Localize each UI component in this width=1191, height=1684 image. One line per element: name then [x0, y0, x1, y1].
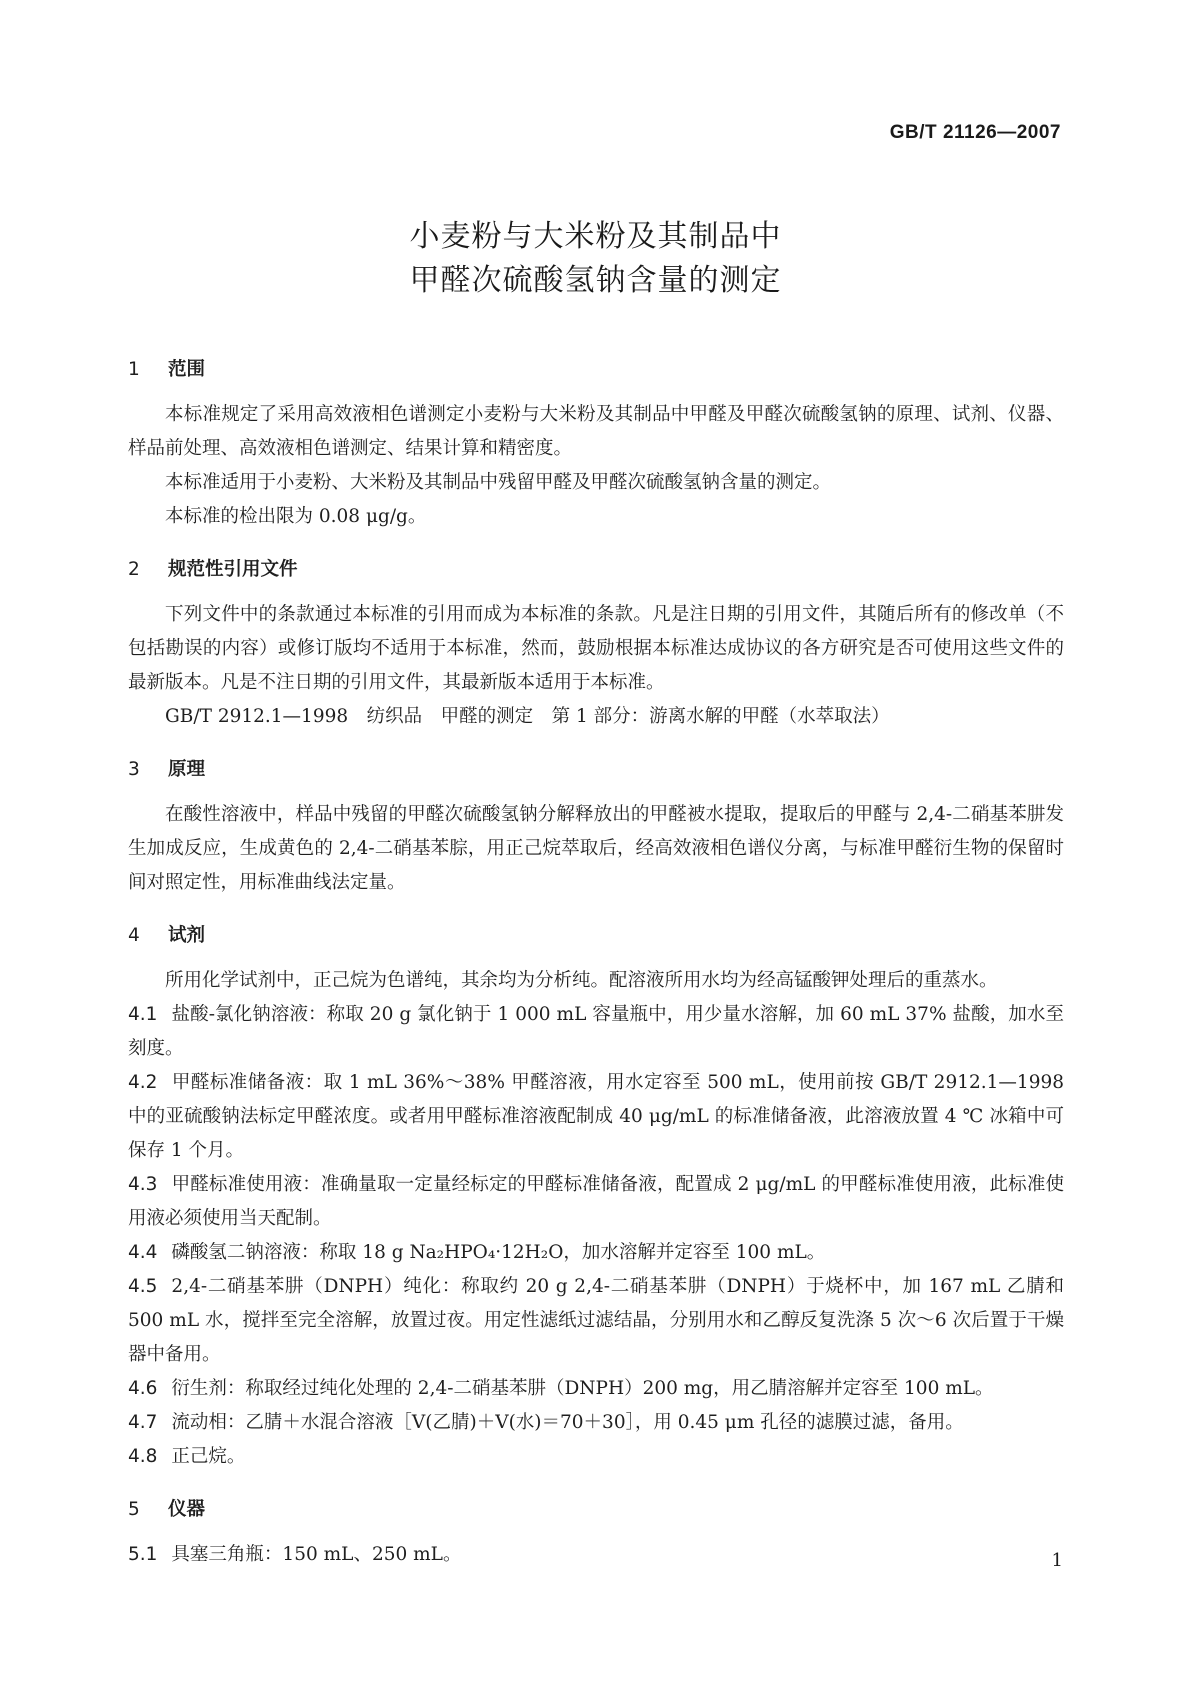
title-line-2: 甲醛次硫酸氢钠含量的测定 [409, 263, 782, 298]
section-heading-reagents [128, 922, 1064, 950]
document-body [128, 356, 1064, 1572]
clause-item [128, 1066, 1064, 1168]
section-number: 5 [128, 1499, 140, 1520]
paragraph: 本标准的检出限为 0.08 μg/g。 [165, 506, 427, 527]
paragraph: 本标准适用于小麦粉、大米粉及其制品中残留甲醛及甲醛次硫酸氢钠含量的测定。 [165, 472, 832, 493]
clause-text: 2,4-二硝基苯肼（DNPH）纯化：称取约 20 g 2,4-二硝基苯肼（DNPH）于烧杯中，加 167 mL 乙腈和 500 mL 水，搅拌至完全溶解，放置过夜。用定性滤纸过滤结晶，分别用水和乙醇反复洗涤 5 次～6 次后置于干燥器中备用。 [128, 1276, 1064, 1365]
section-title: 试剂 [168, 925, 206, 946]
clause-number: 4.8 [128, 1446, 158, 1467]
clause-text: 甲醛标准使用液：准确量取一定量经标定的甲醛标准储备液，配置成 2 μg/mL 的甲醛标准使用液，此标准使用液必须使用当天配制。 [128, 1174, 1064, 1229]
section-heading-principle [128, 756, 1064, 784]
page-number: 1 [1051, 1550, 1063, 1571]
clause-text: 磷酸氢二钠溶液：称取 18 g Na₂HPO₄·12H₂O，加水溶解并定容至 100 mL。 [171, 1242, 826, 1263]
paragraph: 本标准规定了采用高效液相色谱测定小麦粉与大米粉及其制品中甲醛及甲醛次硫酸氢钠的原理、试剂、仪器、样品前处理、高效液相色谱测定、结果计算和精密度。 [128, 404, 1064, 459]
paragraph: 所用化学试剂中，正己烷为色谱纯，其余均为分析纯。配溶液所用水均为经高锰酸钾处理后的重蒸水。 [165, 970, 998, 991]
section-title: 范围 [168, 359, 206, 380]
clause-text: 具塞三角瓶：150 mL、250 mL。 [171, 1544, 462, 1565]
section-number: 2 [128, 559, 140, 580]
clause-text: 盐酸-氯化钠溶液：称取 20 g 氯化钠于 1 000 mL 容量瓶中，用少量水溶解，加 60 mL 37% 盐酸，加水至刻度。 [128, 1004, 1064, 1059]
clause-number: 4.2 [128, 1072, 158, 1093]
section-heading-scope [128, 356, 1064, 384]
clause-number: 5.1 [128, 1544, 158, 1565]
clause-number: 4.6 [128, 1378, 158, 1399]
section-title: 原理 [168, 759, 206, 780]
paragraph: 在酸性溶液中，样品中残留的甲醛次硫酸氢钠分解释放出的甲醛被水提取，提取后的甲醛与 2,4-二硝基苯肼发生加成反应，生成黄色的 2,4-二硝基苯腙，用正己烷萃取后，经高效液相色谱仪分离，与标准甲醛衍生物的保留时间对照定性，用标准曲线法定量。 [128, 804, 1064, 893]
clause-number: 4.1 [128, 1004, 158, 1025]
clause-item [128, 1236, 1064, 1270]
title-line-1: 小麦粉与大米粉及其制品中 [409, 219, 782, 254]
clause-item [128, 1270, 1064, 1372]
clause-text: 甲醛标准储备液：取 1 mL 36%～38% 甲醛溶液，用水定容至 500 mL，使用前按 GB/T 2912.1—1998 中的亚硫酸钠法标定甲醛浓度。或者用甲醛标准溶液配制成 40 μg/mL 的标准储备液，此溶液放置 4 ℃ 冰箱中可保存 1 个月。 [128, 1072, 1064, 1161]
reference-entry: GB/T 2912.1—1998 纺织品 甲醛的测定 第 1 部分：游离水解的甲醛（水萃取法） [165, 706, 890, 727]
section-number: 4 [128, 925, 140, 946]
section-title: 仪器 [168, 1499, 206, 1520]
clause-item [128, 1406, 1064, 1440]
section-number: 3 [128, 759, 140, 780]
clause-text: 衍生剂：称取经过纯化处理的 2,4-二硝基苯肼（DNPH）200 mg，用乙腈溶解并定容至 100 mL。 [171, 1378, 994, 1399]
document-title [0, 215, 1191, 303]
section-heading-apparatus [128, 1496, 1064, 1524]
section-number: 1 [128, 359, 140, 380]
clause-number: 4.5 [128, 1276, 158, 1297]
section-heading-normative-references [128, 556, 1064, 584]
clause-item [128, 1168, 1064, 1236]
clause-text: 正己烷。 [171, 1446, 246, 1467]
paragraph: 下列文件中的条款通过本标准的引用而成为本标准的条款。凡是注日期的引用文件，其随后所有的修改单（不包括勘误的内容）或修订版均不适用于本标准，然而，鼓励根据本标准达成协议的各方研究是否可使用这些文件的最新版本。凡是不注日期的引用文件，其最新版本适用于本标准。 [128, 604, 1064, 693]
clause-item [128, 998, 1064, 1066]
section-title: 规范性引用文件 [168, 559, 298, 580]
standard-code: GB/T 21126—2007 [889, 122, 1061, 143]
clause-item [128, 1440, 1064, 1474]
clause-item [128, 1372, 1064, 1406]
clause-text: 流动相：乙腈＋水混合溶液［V(乙腈)＋V(水)＝70＋30］，用 0.45 μm 孔径的滤膜过滤，备用。 [171, 1412, 964, 1433]
clause-number: 4.7 [128, 1412, 158, 1433]
clause-number: 4.4 [128, 1242, 158, 1263]
clause-item [128, 1538, 1064, 1572]
clause-number: 4.3 [128, 1174, 158, 1195]
